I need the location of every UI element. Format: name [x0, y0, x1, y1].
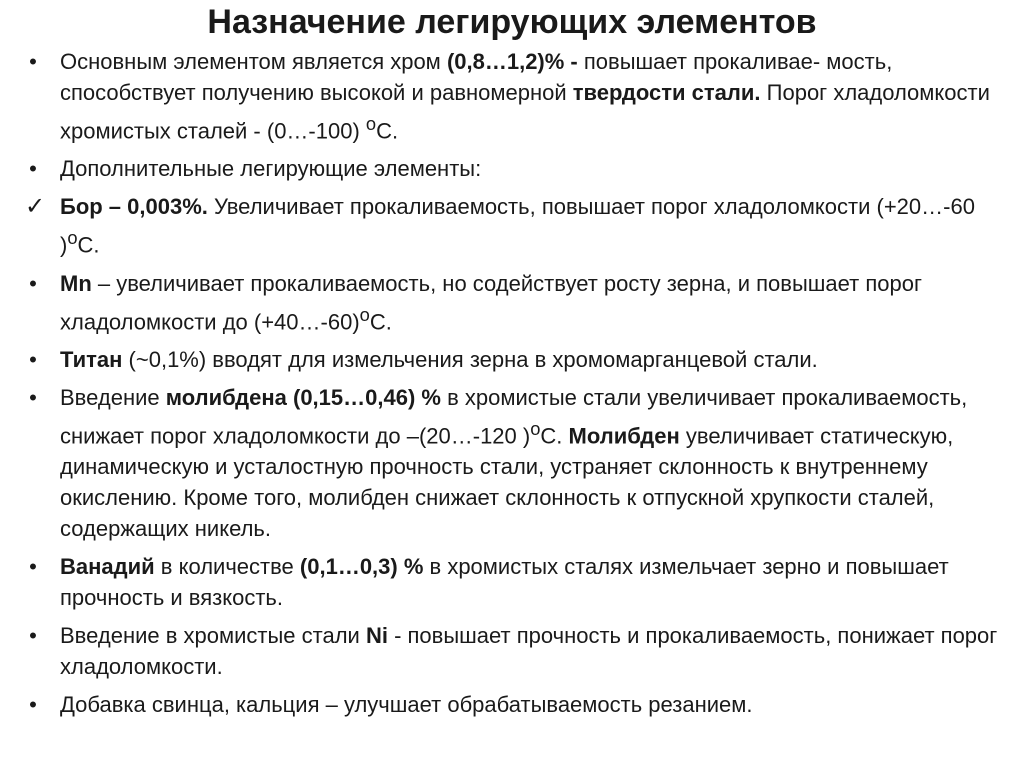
item-text: Увеличивает прокаливаемость, повышает порог хладоломкости (+20…-60 ): [60, 194, 975, 258]
degree-sup: o: [530, 417, 541, 439]
item-emphasis: Молибден: [568, 423, 680, 449]
slide-title: Назначение легирующих элементов: [207, 3, 817, 41]
degree-sup: o: [67, 227, 78, 249]
item-text: C.: [369, 308, 392, 334]
bullet-icon: •: [29, 554, 37, 580]
item-emphasis: Титан: [60, 346, 123, 372]
item-emphasis: Mn: [60, 270, 92, 296]
item-text: Порог хладоломкости хромистых сталей - (0…-100): [60, 80, 990, 144]
list-item-vanadium: [18, 551, 1008, 613]
item-text: (~0,1%) вводят для измельчения зерна в хромомарганцевой стали.: [122, 346, 818, 372]
bullet-icon: •: [29, 49, 37, 74]
item-emphasis: (0,8…1,2)% -: [446, 49, 578, 74]
item-text: Введение в хромистые стали: [60, 623, 366, 649]
item-emphasis: Ni: [365, 623, 388, 649]
item-emphasis: (0,1…0,3) %: [299, 554, 424, 580]
degree-sup: o: [359, 303, 370, 325]
item-text: в хромистые стали увеличивает прокаливаемость, снижает порог хладоломкости до –(20…-120 ): [60, 384, 968, 449]
bullet-icon: •: [29, 623, 37, 649]
list-item-chromium: [18, 46, 1008, 146]
item-text: в хромистых сталях измельчает зерно и повышает прочность и вязкость.: [60, 554, 949, 611]
item-text: Основным элементом является хром: [60, 49, 447, 74]
bullet-icon: •: [29, 270, 37, 296]
bullet-icon: •: [29, 346, 37, 372]
content-list: [18, 46, 1008, 727]
list-item-boron: [18, 191, 1008, 260]
item-text: Дополнительные легирующие элементы:: [60, 156, 482, 182]
list-item-lead-calcium: [18, 689, 1008, 720]
item-text: C.: [540, 423, 569, 449]
list-item-nickel: [18, 620, 1008, 682]
list-item-manganese: [18, 268, 1008, 337]
list-item-additional: [18, 153, 1008, 184]
item-text: в количестве: [154, 554, 300, 580]
item-emphasis: молибдена (0,15…0,46) %: [165, 384, 441, 410]
bullet-icon: •: [29, 384, 37, 410]
degree-sup: o: [365, 113, 377, 134]
bullet-icon: •: [29, 692, 37, 718]
item-text: - повышает прочность и прокаливаемость, понижает порог хладоломкости.: [60, 623, 998, 680]
list-item-titanium: [18, 344, 1008, 375]
item-emphasis: твердости стали.: [572, 80, 761, 105]
item-text: C.: [376, 118, 399, 144]
list-item-molybdenum: [18, 382, 1008, 544]
item-text: – увеличивает прокаливаемость, но содействует росту зерна, и повышает порог хладоломкости до (+40…-60): [60, 270, 922, 334]
checkmark-icon: ✓: [24, 193, 46, 221]
item-text: C.: [77, 232, 100, 258]
item-text: Введение: [60, 384, 166, 410]
item-emphasis: Ванадий: [60, 554, 155, 580]
item-text: повышает прокаливае- мость, способствует получению высокой и равномерной: [60, 49, 893, 105]
bullet-icon: •: [29, 156, 37, 182]
item-text: увеличивает статическую, динамическую и усталостную прочность стали, устраняет склонность к внутреннему окислению. Кроме того, молибден снижает склонность к отпускной хрупкости сталей, содержащих никель.: [60, 423, 954, 542]
item-emphasis: Бор – 0,003%.: [60, 194, 208, 220]
item-text: Добавка свинца, кальция – улучшает обрабатываемость резанием.: [60, 692, 753, 718]
